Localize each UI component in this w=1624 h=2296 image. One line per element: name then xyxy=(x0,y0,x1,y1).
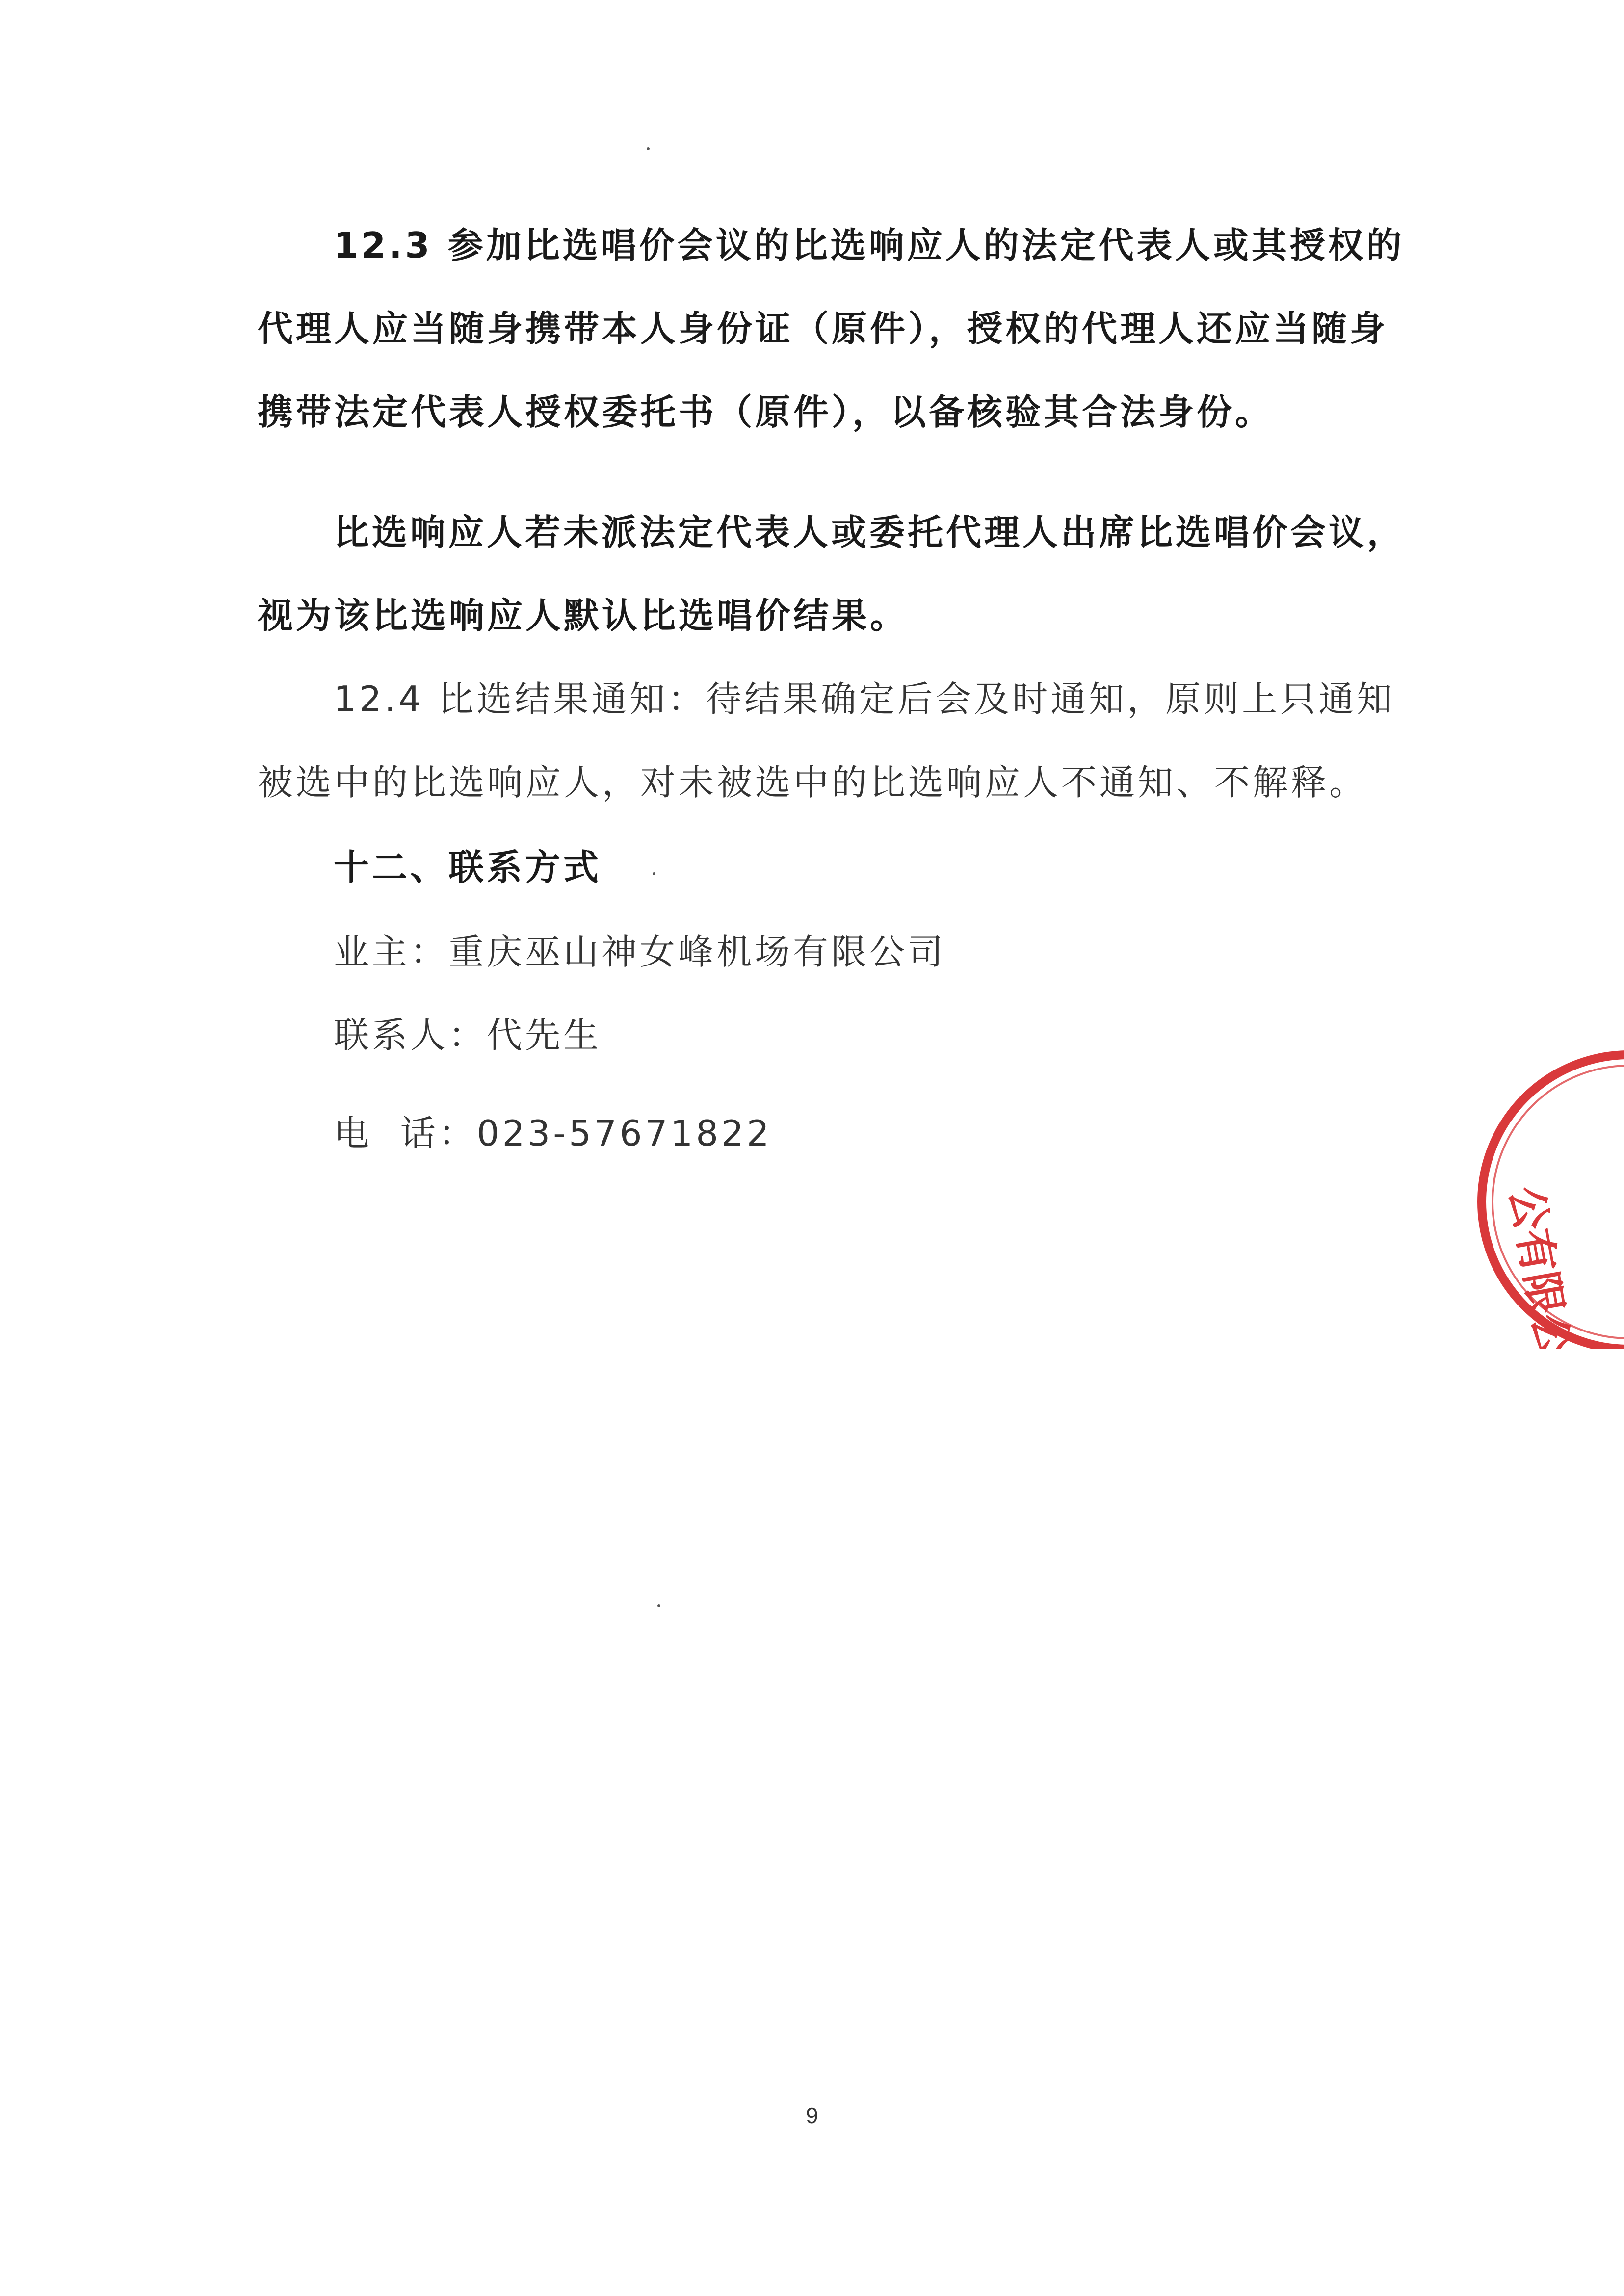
paragraph-12-3-line-3: 携带法定代表人授权委托书（原件），以备核验其合法身份。 xyxy=(258,391,1274,433)
paragraph-absence-line-2: 视为该比选响应人默认比选唱价结果。 xyxy=(258,595,909,636)
owner-line: 业主：重庆巫山神女峰机场有限公司 xyxy=(334,931,946,972)
company-seal-stamp xyxy=(1467,1045,1624,1349)
paragraph-absence-line-1: 比选响应人若未派法定代表人或委托代理人出席比选唱价会议， xyxy=(334,512,1406,553)
scan-speck xyxy=(653,872,655,875)
section-heading-contact: 十二、联系方式 xyxy=(334,847,602,888)
scan-speck xyxy=(647,147,650,150)
paragraph-12-3-line-1: 12.3 参加比选唱价会议的比选响应人的法定代表人或其授权的 xyxy=(334,225,1405,266)
page-number: 9 xyxy=(806,2103,818,2128)
paragraph-12-3-line-2: 代理人应当随身携带本人身份证（原件），授权的代理人还应当随身 xyxy=(258,308,1388,349)
paragraph-12-4-line-1: 12.4 比选结果通知：待结果确定后会及时通知，原则上只通知 xyxy=(334,678,1395,720)
paragraph-12-4-line-2: 被选中的比选响应人，对未被选中的比选响应人不通知、不解释。 xyxy=(258,762,1368,803)
phone-line: 电 话：023-57671822 xyxy=(334,1113,772,1154)
seal-text: 公有限公司 xyxy=(1500,1182,1588,1349)
contact-person-line: 联系人：代先生 xyxy=(334,1015,602,1056)
scan-speck xyxy=(657,1604,660,1607)
